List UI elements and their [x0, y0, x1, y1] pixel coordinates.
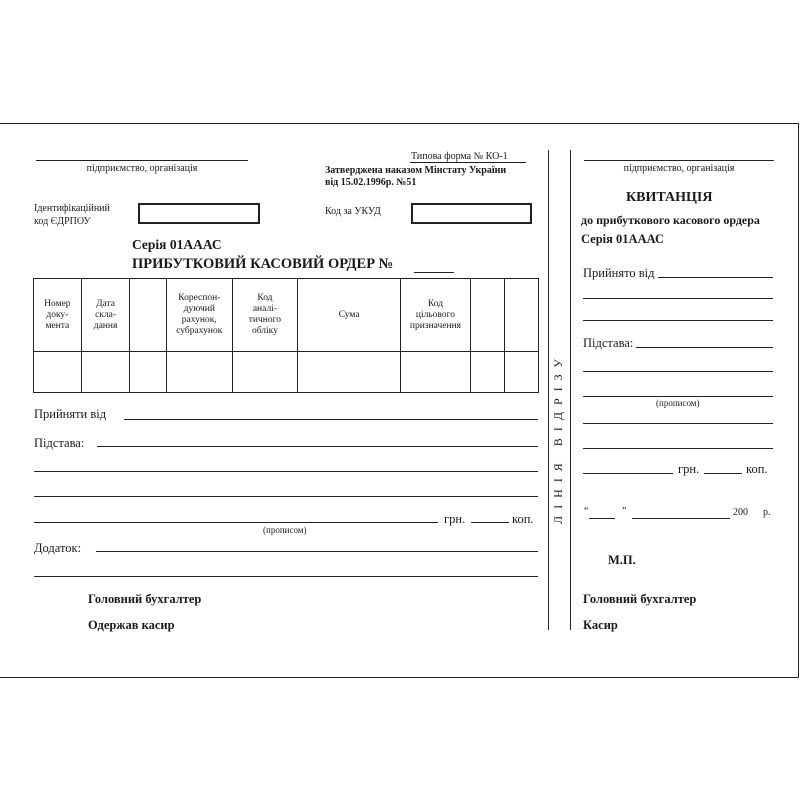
attachment-line-1[interactable] [96, 551, 538, 552]
receipt-received-line-2[interactable] [583, 298, 773, 299]
receipt-org-line[interactable] [584, 160, 774, 161]
receipt-subtitle: до прибуткового касового ордера [581, 213, 760, 227]
edrpou-code-field[interactable] [138, 203, 260, 224]
col-sum [298, 279, 401, 352]
series: Серія 01АААС [132, 237, 222, 252]
date-quote-open: “ [584, 506, 589, 517]
cut-line-left-border [548, 150, 549, 630]
col-blank-2 [470, 279, 505, 352]
amount-words-line[interactable] [34, 522, 438, 523]
chief-accountant-label: Головний бухгалтер [88, 592, 202, 606]
col-corr-l1: Кореспон- [178, 293, 221, 303]
col-blank-3 [505, 279, 539, 352]
receipt-chief-accountant-label: Головний бухгалтер [583, 592, 697, 606]
col-doc-number-l1: Номер [44, 298, 71, 309]
col-analytic-l3: тичного [248, 315, 282, 325]
receipt-kop-label: коп. [746, 462, 768, 476]
col-date [81, 279, 130, 352]
col-doc-number-l2: доку- [46, 309, 69, 320]
cell-blank-3[interactable] [505, 352, 539, 393]
col-date-l3: дання [93, 320, 118, 331]
col-corr-l2: дуючий [183, 304, 215, 314]
col-corr-l3: рахунок, [181, 315, 217, 325]
org-caption: підприємство, організація [86, 163, 198, 174]
col-date-l2: скла- [95, 309, 117, 320]
form-number: Типова форма № КО-1 [411, 151, 508, 162]
receipt-basis-line-2[interactable] [583, 371, 773, 372]
col-analytic-l1: Код [257, 293, 273, 303]
cell-analytic-code[interactable] [232, 352, 298, 393]
col-doc-number-l3: мента [45, 320, 70, 331]
edrpou-label-line1: Ідентифікаційний [34, 203, 110, 214]
cashier-received-label: Одержав касир [88, 618, 175, 632]
basis-line-3[interactable] [34, 496, 538, 497]
cell-purpose-code[interactable] [401, 352, 471, 393]
col-doc-number [34, 279, 82, 352]
kop-label: коп. [512, 512, 534, 526]
receipt-words-line-3[interactable] [583, 448, 773, 449]
receipt-cashier-label: Касир [583, 618, 618, 632]
ukud-label: Код за УКУД [325, 206, 381, 217]
kop-amount-line[interactable] [471, 522, 509, 523]
cut-line-label: ЛІНІЯ ВІДРІЗУ [551, 352, 565, 524]
order-number-line[interactable] [414, 272, 454, 273]
receipt-received-line-3[interactable] [583, 320, 773, 321]
receipt-title: КВИТАНЦІЯ [626, 190, 713, 205]
approved-line2: від 15.02.1996р. №51 [325, 177, 417, 188]
cell-date[interactable] [81, 352, 130, 393]
attachment-label: Додаток: [34, 541, 82, 555]
receipt-basis-label: Підстава: [583, 336, 634, 350]
col-date-l1: Дата [96, 298, 116, 309]
col-purpose-l2: цільового [415, 309, 456, 320]
order-title: ПРИБУТКОВИЙ КАСОВИЙ ОРДЕР № [132, 256, 394, 272]
basis-label: Підстава: [34, 436, 85, 450]
basis-line-2[interactable] [34, 471, 538, 472]
form-number-underline [410, 162, 526, 163]
approved-line1: Затверджена наказом Мінстату України [325, 165, 507, 176]
in-words-caption: (прописом) [263, 525, 307, 535]
col-purpose-code [401, 279, 471, 352]
receipt-received-from-line[interactable] [658, 277, 773, 278]
col-corr-account [166, 279, 232, 352]
cell-blank-2[interactable] [470, 352, 505, 393]
org-line[interactable] [36, 160, 248, 161]
uah-label: грн. [444, 512, 466, 526]
receipt-year-suffix: р. [763, 507, 771, 518]
receipt-words-line[interactable] [583, 396, 773, 397]
received-from-line[interactable] [124, 419, 538, 420]
cell-sum[interactable] [298, 352, 401, 393]
cell-corr-account[interactable] [166, 352, 232, 393]
col-sum-l1: Сума [338, 309, 360, 320]
basis-line-1[interactable] [97, 446, 538, 447]
col-analytic-l2: аналі- [252, 304, 277, 314]
receipt-received-from-label: Прийнято від [583, 266, 655, 280]
receipt-month-line[interactable] [632, 518, 730, 519]
cell-doc-number[interactable] [34, 352, 82, 393]
cell-blank-1[interactable] [130, 352, 167, 393]
col-analytic-l4: обліку [251, 326, 278, 336]
receipt-series: Серія 01АААС [581, 232, 665, 246]
receipt-uah-label: грн. [678, 462, 700, 476]
attachment-line-2[interactable] [34, 576, 538, 577]
col-blank-1 [130, 279, 167, 352]
receipt-in-words-caption: (прописом) [656, 398, 700, 408]
col-purpose-l3: призначення [409, 320, 462, 331]
edrpou-label-line2: код ЄДРПОУ [34, 216, 91, 227]
date-quote-close: ” [622, 506, 627, 517]
receipt-kop-amount-line[interactable] [704, 473, 742, 474]
col-analytic-code [232, 279, 298, 352]
col-corr-l4: субрахунок [176, 326, 223, 336]
stamp-label: М.П. [608, 553, 636, 567]
ukud-code-field[interactable] [411, 203, 532, 224]
order-table [33, 278, 539, 393]
receipt-org-caption: підприємство, організація [623, 163, 735, 174]
col-purpose-l1: Код [427, 298, 444, 309]
receipt-words-line-2[interactable] [583, 423, 773, 424]
receipt-basis-line-1[interactable] [636, 347, 773, 348]
received-from-label: Прийняти від [34, 407, 107, 421]
receipt-day-line[interactable] [589, 518, 615, 519]
receipt-uah-amount-line[interactable] [583, 473, 673, 474]
receipt-year: 200 [733, 507, 748, 518]
cut-line-right-border [570, 150, 571, 630]
